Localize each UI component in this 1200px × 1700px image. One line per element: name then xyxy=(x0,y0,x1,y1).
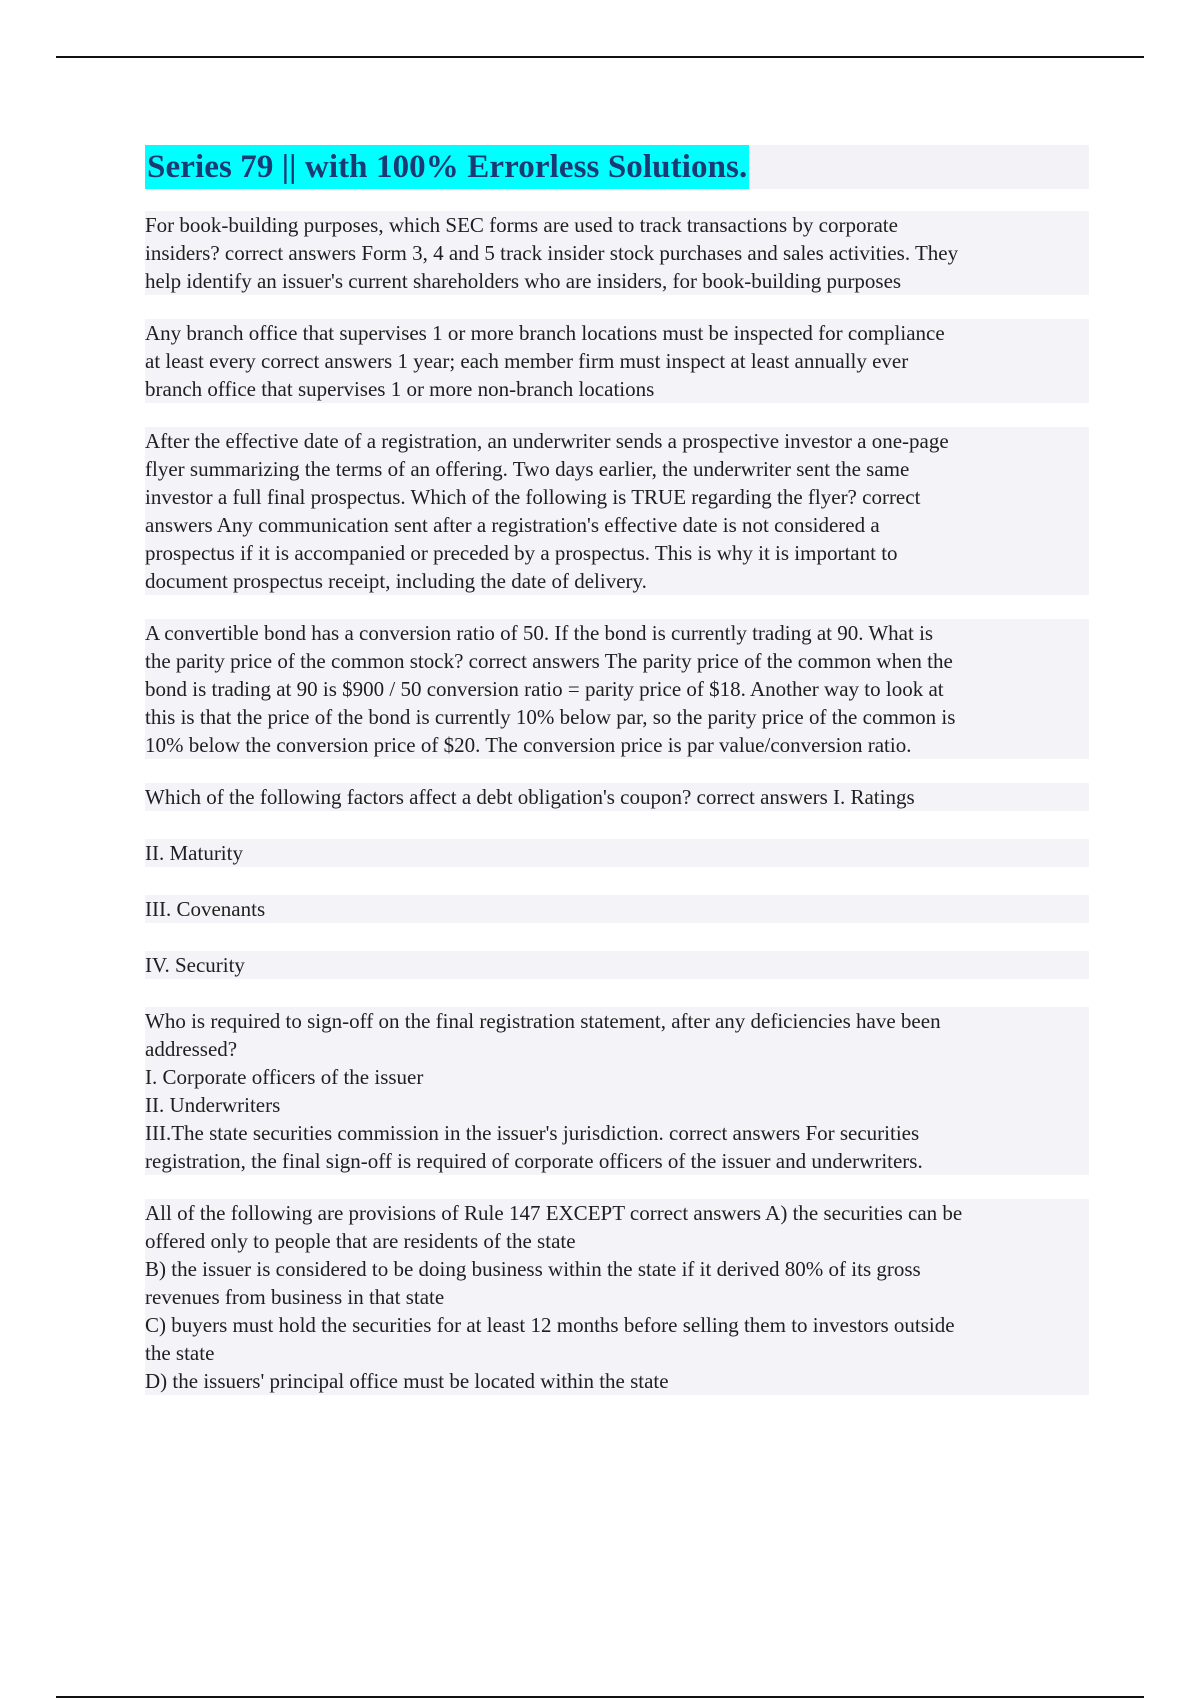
paragraph-line: at least every correct answers 1 year; each member firm must inspect at least annually ever xyxy=(145,349,909,373)
document-title: Series 79 || with 100% Errorless Solutions. xyxy=(145,145,749,189)
paragraph-line: prospectus if it is accompanied or preceded by a prospectus. This is why it is important to xyxy=(145,541,898,565)
paragraph-line: IV. Security xyxy=(145,953,245,977)
paragraph-line: offered only to people that are residents of the state xyxy=(145,1229,576,1253)
paragraph-q5 xyxy=(145,783,1089,811)
paragraph-line: All of the following are provisions of Rule 147 EXCEPT correct answers A) the securities can be xyxy=(145,1201,963,1225)
paragraph-line: flyer summarizing the terms of an offering. Two days earlier, the underwriter sent the same xyxy=(145,457,910,481)
paragraph-q6 xyxy=(145,1007,1089,1175)
paragraph-line: Which of the following factors affect a debt obligation's coupon? correct answers I. Ratings xyxy=(145,785,915,809)
paragraph-q1 xyxy=(145,211,1089,295)
title-row xyxy=(145,145,1089,189)
paragraph-line: Any branch office that supervises 1 or more branch locations must be inspected for compliance xyxy=(145,321,945,345)
paragraph-line: 10% below the conversion price of $20. The conversion price is par value/conversion ratio. xyxy=(145,733,912,757)
paragraph-line: Who is required to sign-off on the final registration statement, after any deficiencies have been xyxy=(145,1009,941,1033)
paragraph-line: branch office that supervises 1 or more non-branch locations xyxy=(145,377,655,401)
paragraph-line: II. Underwriters xyxy=(145,1093,281,1117)
paragraph-line: C) buyers must hold the securities for at least 12 months before selling them to investors outside xyxy=(145,1313,955,1337)
paragraph-q3 xyxy=(145,427,1089,595)
paragraph-line: III.The state securities commission in the issuer's jurisdiction. correct answers For securities xyxy=(145,1121,920,1145)
header-rule xyxy=(56,56,1144,58)
footer-rule xyxy=(56,1696,1144,1698)
paragraph-line: III. Covenants xyxy=(145,897,266,921)
paragraph-line: document prospectus receipt, including the date of delivery. xyxy=(145,569,647,593)
paragraph-line: registration, the final sign-off is required of corporate officers of the issuer and underwriters. xyxy=(145,1149,923,1173)
paragraph-line: this is that the price of the bond is currently 10% below par, so the parity price of the common is xyxy=(145,705,956,729)
paragraph-line: B) the issuer is considered to be doing business within the state if it derived 80% of its gross xyxy=(145,1257,921,1281)
paragraph-line: investor a full final prospectus. Which of the following is TRUE regarding the flyer? correct xyxy=(145,485,921,509)
paragraph-q5-item-2 xyxy=(145,839,1089,867)
paragraph-line: help identify an issuer's current shareholders who are insiders, for book-building purposes xyxy=(145,269,902,293)
paragraph-line: D) the issuers' principal office must be located within the state xyxy=(145,1369,669,1393)
paragraph-line: answers Any communication sent after a registration's effective date is not considered a xyxy=(145,513,880,537)
paragraph-q4 xyxy=(145,619,1089,759)
paragraph-line: revenues from business in that state xyxy=(145,1285,445,1309)
paragraph-q7 xyxy=(145,1199,1089,1395)
paragraph-q5-item-3 xyxy=(145,895,1089,923)
paragraph-line: addressed? xyxy=(145,1037,238,1061)
paragraph-line: I. Corporate officers of the issuer xyxy=(145,1065,424,1089)
paragraph-line: After the effective date of a registration, an underwriter sends a prospective investor a one-page xyxy=(145,429,949,453)
paragraph-line: II. Maturity xyxy=(145,841,243,865)
paragraph-line: For book-building purposes, which SEC forms are used to track transactions by corporate xyxy=(145,213,898,237)
document-body xyxy=(145,145,1089,1419)
paragraph-q2 xyxy=(145,319,1089,403)
paragraph-line: A convertible bond has a conversion ratio of 50. If the bond is currently trading at 90. What is xyxy=(145,621,934,645)
paragraph-q5-item-4 xyxy=(145,951,1089,979)
paragraph-line: bond is trading at 90 is $900 / 50 conversion ratio = parity price of $18. Another way to look at xyxy=(145,677,944,701)
paragraph-line: the state xyxy=(145,1341,215,1365)
paragraph-line: the parity price of the common stock? correct answers The parity price of the common when the xyxy=(145,649,953,673)
paragraph-line: insiders? correct answers Form 3, 4 and 5 track insider stock purchases and sales activities. They xyxy=(145,241,959,265)
